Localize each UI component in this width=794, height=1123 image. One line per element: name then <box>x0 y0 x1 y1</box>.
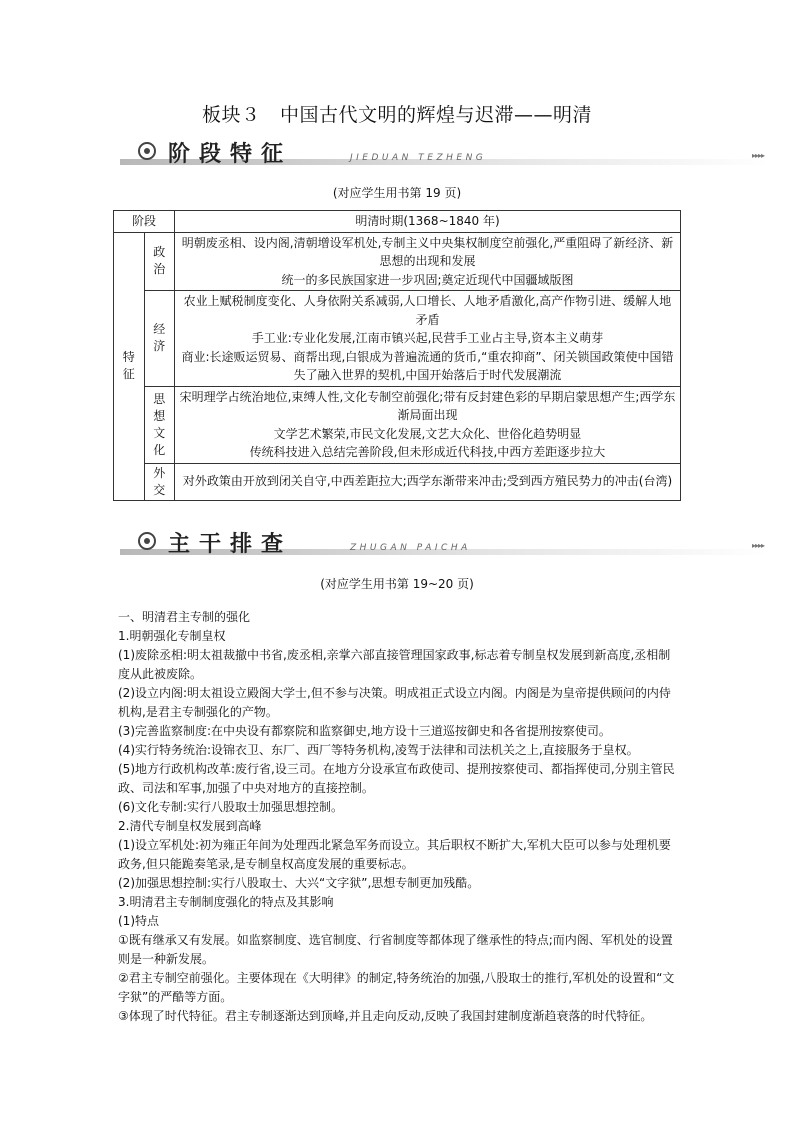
circle-bullet-icon <box>138 532 156 550</box>
paragraph: (5)地方行政机构改革:废行省,设三司。在地方分设承宣布政使司、提刑按察使司、都指挥使司,分别主管民政、司法和军事,加强了中央对地方的直接控制。 <box>118 762 675 795</box>
paragraph: ②君主专制空前强化。主要体现在《大明律》的制定,特务统治的加强,八股取士的推行,军机处的设置和“文字狱”的严酷等方面。 <box>118 971 675 1004</box>
table-cell-row-label: 思 想 文 化 <box>144 386 175 463</box>
table-cell-row-label: 政 治 <box>144 232 175 291</box>
circle-bullet-icon <box>138 142 156 160</box>
subheading: 2.清代专制皇权发展到高峰 <box>118 819 262 833</box>
table-line: 文学艺术繁荣,市民文化发展,文艺大众化、世俗化趋势明显 <box>273 426 582 441</box>
table-line: 传统科技进入总结完善阶段,但未形成近代科技,中西方差距逐步拉大 <box>249 445 606 459</box>
section-heading: 主干排查 <box>168 532 293 557</box>
table-cell-row-label: 经 济 <box>144 291 175 387</box>
section-heading-1: 一、明清君主专制的强化 <box>118 610 251 624</box>
section-pinyin: ZHUGAN PAICHA <box>350 543 471 553</box>
paragraph: (1)设立军机处:初为雍正年间为处理西北紧急军务而设立。其后职权不断扩大,军机大臣可以参与处理机要政务,但只能跪奏笔录,是专制皇权高度发展的重要标志。 <box>118 838 671 871</box>
table-row <box>114 232 681 291</box>
paragraph: (1)废除丞相:明太祖裁撤中书省,废丞相,亲掌六部直接管理国家政事,标志着专制皇权发展到新高度,丞相制度从此被废除。 <box>118 648 671 681</box>
table-cell-stage-value: 明清时期(1368~1840 年) <box>175 211 681 233</box>
paragraph: (4)实行特务统治:设锦衣卫、东厂、西厂等特务机构,凌驾于法律和司法机关之上,直接服务于皇权。 <box>118 743 639 757</box>
section-banner-stage-features <box>120 136 770 170</box>
subheading: 3.明清君主专制制度强化的特点及其影响 <box>118 895 334 909</box>
arrow-icons: ▸▸▸▸ <box>751 541 764 550</box>
table-line: 宋明理学占统治地位,束缚人性,文化专制空前强化;带有反封建色彩的早期启蒙思想产生;西学东渐局面出现 <box>179 389 676 422</box>
table-line: 对外政策由开放到闭关自守,中西差距拉大;西学东渐带来冲击;受到西方殖民势力的冲击(台湾) <box>182 474 673 489</box>
table-cell-feature-label: 特 征 <box>114 232 145 500</box>
section-banner-main-review <box>120 526 770 560</box>
table-line: 商业:长途贩运贸易、商帮出现,白银成为普遍流通的货币,“重农抑商”、闭关锁国政策使中国错失了融入世界的契机,中国开始落后于时代发展潮流 <box>181 349 674 382</box>
table-row <box>114 386 681 463</box>
section-pinyin: JIEDUAN TEZHENG <box>350 153 487 163</box>
table-row <box>114 211 681 233</box>
table-cell-row-label: 外 交 <box>144 463 175 500</box>
features-table <box>113 210 681 501</box>
book-reference: (对应学生用书第 19 页) <box>332 186 462 200</box>
table-row <box>114 463 681 500</box>
table-line: 统一的多民族国家进一步巩固;奠定近现代中国疆域版图 <box>281 272 574 287</box>
table-cell-content <box>175 291 681 387</box>
paragraph: ①既有继承又有发展。如监察制度、选官制度、行省制度等都体现了继承性的特点;而内阁、军机处的设置则是一种新发展。 <box>118 933 673 966</box>
table-row <box>114 291 681 387</box>
page-title: 板块３ 中国古代文明的辉煌与迟滞——明清 <box>201 104 592 126</box>
paragraph: (2)设立内阁:明太祖设立殿阁大学士,但不参与决策。明成祖正式设立内阁。内阁是为皇帝提供顾问的内侍机构,是君主专制强化的产物。 <box>118 686 671 719</box>
book-reference: (对应学生用书第 19~20 页) <box>320 577 474 591</box>
paragraph: (3)完善监察制度:在中央设有都察院和监察御史,地方设十三道巡按御史和各省提刑按察使司。 <box>118 724 611 738</box>
table-line: 明朝废丞相、设内阁,清朝增设军机处,专制主义中央集权制度空前强化,严重阻碍了新经济、新思想的出现和发展 <box>181 235 674 268</box>
paragraph: (6)文化专制:实行八股取士加强思想控制。 <box>118 800 344 814</box>
subheading: (1)特点 <box>118 914 159 928</box>
paragraph: (2)加强思想控制:实行八股取士、大兴“文字狱”,思想专制更加残酷。 <box>118 876 480 890</box>
table-cell-content <box>175 386 681 463</box>
table-cell-content <box>175 463 681 500</box>
table-cell-content <box>175 232 681 291</box>
arrow-icons: ▸▸▸▸ <box>751 151 764 160</box>
body-text <box>118 608 678 1026</box>
table-line: 农业上赋税制度变化、人身依附关系减弱,人口增长、人地矛盾激化,高产作物引进、缓解人地矛盾 <box>183 294 672 327</box>
subheading: 1.明朝强化专制皇权 <box>118 629 226 643</box>
paragraph: ③体现了时代特征。君主专制逐渐达到顶峰,并且走向反动,反映了我国封建制度渐趋衰落的时代特征。 <box>118 1009 653 1023</box>
table-cell-stage-label: 阶段 <box>114 211 175 233</box>
section-heading: 阶段特征 <box>168 142 293 167</box>
table-line: 手工业:专业化发展,江南市镇兴起,民营手工业占主导,资本主义萌芽 <box>251 331 604 345</box>
